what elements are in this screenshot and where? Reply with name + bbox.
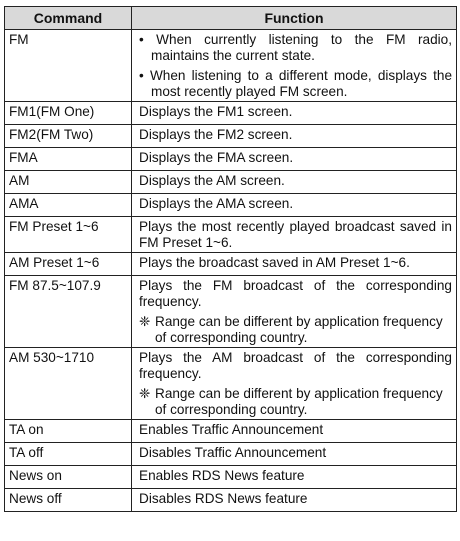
column-header-function: Function: [132, 7, 457, 30]
table-row: [5, 148, 457, 171]
table-header-row: [5, 7, 457, 30]
command-cell: FM Preset 1~6: [5, 217, 132, 253]
table-body: [5, 30, 457, 512]
command-cell: News off: [5, 489, 132, 512]
footnote: [139, 314, 452, 346]
function-cell: [132, 276, 457, 348]
command-cell: FM2(FM Two): [5, 125, 132, 148]
note-mark-icon: ❈: [139, 386, 151, 401]
function-cell: Enables Traffic Announcement: [132, 420, 457, 443]
command-cell: FM1(FM One): [5, 102, 132, 125]
table-row: [5, 443, 457, 466]
table-row: [5, 276, 457, 348]
function-cell: [132, 348, 457, 420]
table-row: [5, 102, 457, 125]
command-cell: AMA: [5, 194, 132, 217]
function-cell: Enables RDS News feature: [132, 466, 457, 489]
table-row: [5, 489, 457, 512]
function-cell: Displays the FMA screen.: [132, 148, 457, 171]
function-cell: Displays the FM1 screen.: [132, 102, 457, 125]
table-row: [5, 30, 457, 102]
table-row: [5, 171, 457, 194]
function-text: Plays the AM broadcast of the corresponding frequency.: [139, 350, 452, 381]
function-cell: Displays the AM screen.: [132, 171, 457, 194]
column-header-command: Command: [5, 7, 132, 30]
function-cell: [132, 30, 457, 102]
table-row: [5, 420, 457, 443]
bullet-text: When currently listening to the FM radio, maintains the current state.: [151, 32, 452, 63]
bullet-glyph: •: [139, 32, 144, 47]
footnote-text: Range can be different by application frequency of corresponding country.: [155, 314, 443, 345]
table-row: [5, 253, 457, 276]
table-row: [5, 217, 457, 253]
note-mark-icon: ❈: [139, 314, 151, 329]
table-row: [5, 466, 457, 489]
footnote-text: Range can be different by application frequency of corresponding country.: [155, 386, 443, 417]
bullet-glyph: •: [139, 68, 144, 83]
function-cell: Displays the AMA screen.: [132, 194, 457, 217]
function-cell: Plays the most recently played broadcast saved in FM Preset 1~6.: [132, 217, 457, 253]
function-cell: Plays the broadcast saved in AM Preset 1~6.: [132, 253, 457, 276]
voice-command-table: [4, 6, 457, 512]
table-row: [5, 348, 457, 420]
command-cell: AM 530~1710: [5, 348, 132, 420]
table-row: [5, 125, 457, 148]
footnote: [139, 386, 452, 418]
function-cell: Displays the FM2 screen.: [132, 125, 457, 148]
command-cell: TA on: [5, 420, 132, 443]
command-cell: TA off: [5, 443, 132, 466]
function-cell: Disables Traffic Announcement: [132, 443, 457, 466]
bullet-item: [139, 32, 452, 64]
command-cell: AM Preset 1~6: [5, 253, 132, 276]
function-text: Plays the FM broadcast of the corresponding frequency.: [139, 278, 452, 309]
command-cell: FM 87.5~107.9: [5, 276, 132, 348]
command-cell: FMA: [5, 148, 132, 171]
command-cell: News on: [5, 466, 132, 489]
table-row: [5, 194, 457, 217]
voice-command-table-container: [4, 6, 456, 512]
function-cell: Disables RDS News feature: [132, 489, 457, 512]
command-cell: AM: [5, 171, 132, 194]
bullet-text: When listening to a different mode, displays the most recently played FM screen.: [149, 68, 452, 99]
bullet-item: [139, 68, 452, 100]
command-cell: FM: [5, 30, 132, 102]
